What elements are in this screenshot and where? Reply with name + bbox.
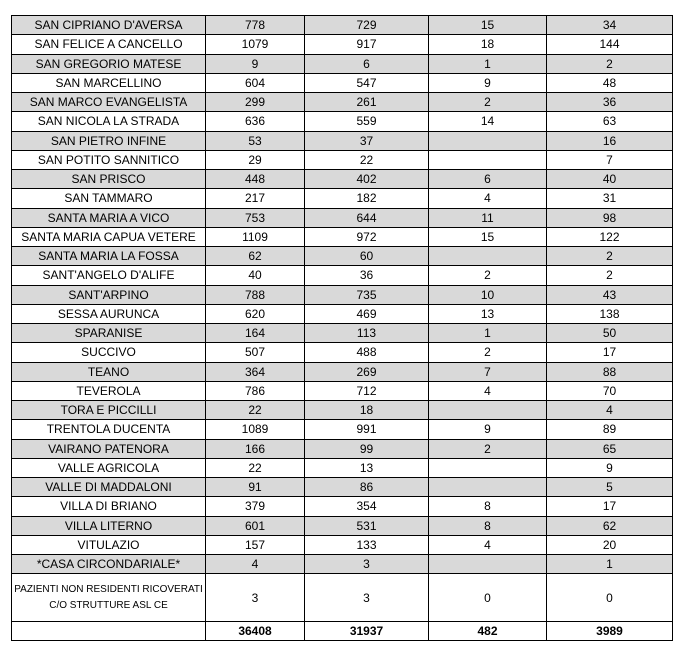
cell-col-4: 1 [547, 555, 673, 574]
table-row [12, 35, 673, 54]
municipality-name-cell: VALLE AGRICOLA [12, 458, 206, 477]
municipality-name-cell: SANTA MARIA CAPUA VETERE [12, 227, 206, 246]
cell-col-3: 9 [429, 73, 547, 92]
cell-col-2: 559 [305, 112, 429, 131]
cell-col-4: 50 [547, 324, 673, 343]
cell-col-3: 2 [429, 439, 547, 458]
cell-col-2: 36 [305, 266, 429, 285]
municipality-name-cell: SANT'ANGELO D'ALIFE [12, 266, 206, 285]
table-row [12, 208, 673, 227]
table-row [12, 381, 673, 400]
cell-col-2: 13 [305, 458, 429, 477]
table-row [12, 516, 673, 535]
municipality-name-cell: SAN POTITO SANNITICO [12, 150, 206, 169]
municipality-name-cell: SAN PIETRO INFINE [12, 131, 206, 150]
cell-col-4: 4 [547, 401, 673, 420]
table-row [12, 266, 673, 285]
cell-col-4: 16 [547, 131, 673, 150]
municipality-name-cell: VITULAZIO [12, 535, 206, 554]
cell-col-2: 3 [305, 555, 429, 574]
cell-col-1: 788 [206, 285, 305, 304]
cell-col-1: 604 [206, 73, 305, 92]
table-row [12, 247, 673, 266]
cell-col-1: 4 [206, 555, 305, 574]
cell-col-3: 4 [429, 189, 547, 208]
cell-col-3: 18 [429, 35, 547, 54]
table-row [12, 170, 673, 189]
municipality-name-cell: SAN FELICE A CANCELLO [12, 35, 206, 54]
totals-row [12, 622, 673, 641]
cell-col-3: 2 [429, 93, 547, 112]
cell-col-2: 917 [305, 35, 429, 54]
table-row [12, 16, 673, 35]
cell-col-4: 2 [547, 54, 673, 73]
cell-col-3: 9 [429, 420, 547, 439]
non-resident-patients-row [12, 574, 673, 622]
cell-col-1: 22 [206, 401, 305, 420]
cell-col-2: 531 [305, 516, 429, 535]
cell-col-4: 17 [547, 343, 673, 362]
municipality-name-cell: SANTA MARIA LA FOSSA [12, 247, 206, 266]
municipality-name-cell: SAN MARCELLINO [12, 73, 206, 92]
cell-col-2: 3 [305, 574, 429, 622]
table-row [12, 458, 673, 477]
cell-col-1: 166 [206, 439, 305, 458]
cell-col-3: 0 [429, 574, 547, 622]
table-body [12, 16, 673, 641]
cell-col-2: 469 [305, 304, 429, 323]
table-row [12, 131, 673, 150]
cell-col-4: 122 [547, 227, 673, 246]
cell-col-2: 18 [305, 401, 429, 420]
cell-col-1: 620 [206, 304, 305, 323]
cell-col-4: 98 [547, 208, 673, 227]
cell-col-2: 991 [305, 420, 429, 439]
cell-col-4: 63 [547, 112, 673, 131]
cell-col-2: 133 [305, 535, 429, 554]
table-row [12, 324, 673, 343]
cell-col-3: 2 [429, 266, 547, 285]
table-row [12, 497, 673, 516]
cell-col-3: 13 [429, 304, 547, 323]
cell-col-1: 62 [206, 247, 305, 266]
cell-col-3: 4 [429, 535, 547, 554]
totals-label-cell [12, 622, 206, 641]
cell-col-2: 86 [305, 478, 429, 497]
cell-col-3: 1 [429, 324, 547, 343]
cell-col-1: 157 [206, 535, 305, 554]
cell-col-4: 5 [547, 478, 673, 497]
cell-col-1: 91 [206, 478, 305, 497]
cell-col-1: 299 [206, 93, 305, 112]
cell-col-3: 10 [429, 285, 547, 304]
table-row [12, 343, 673, 362]
cell-col-2: 729 [305, 16, 429, 35]
cell-col-3 [429, 131, 547, 150]
cell-col-1: 507 [206, 343, 305, 362]
cell-col-4: 48 [547, 73, 673, 92]
municipality-name-cell: SANTA MARIA A VICO [12, 208, 206, 227]
cell-col-4: 70 [547, 381, 673, 400]
municipality-name-cell: TRENTOLA DUCENTA [12, 420, 206, 439]
municipality-name-cell: SANT'ARPINO [12, 285, 206, 304]
municipality-name-cell: SAN GREGORIO MATESE [12, 54, 206, 73]
cell-col-4: 0 [547, 574, 673, 622]
cell-col-4: 34 [547, 16, 673, 35]
total-cell-col-4: 3989 [547, 622, 673, 641]
cell-col-4: 2 [547, 266, 673, 285]
table-row [12, 285, 673, 304]
cell-col-1: 1079 [206, 35, 305, 54]
cell-col-2: 99 [305, 439, 429, 458]
cell-col-3 [429, 247, 547, 266]
cell-col-2: 735 [305, 285, 429, 304]
cell-col-1: 778 [206, 16, 305, 35]
table-row [12, 112, 673, 131]
cell-col-3: 2 [429, 343, 547, 362]
cell-col-3 [429, 555, 547, 574]
table-row [12, 73, 673, 92]
cell-col-4: 144 [547, 35, 673, 54]
cell-col-3: 8 [429, 497, 547, 516]
municipality-name-cell: SUCCIVO [12, 343, 206, 362]
cell-col-2: 37 [305, 131, 429, 150]
cell-col-2: 488 [305, 343, 429, 362]
cell-col-1: 22 [206, 458, 305, 477]
table-row [12, 150, 673, 169]
cell-col-2: 6 [305, 54, 429, 73]
municipality-name-cell: VALLE DI MADDALONI [12, 478, 206, 497]
cell-col-3 [429, 478, 547, 497]
cell-col-1: 636 [206, 112, 305, 131]
cell-col-2: 113 [305, 324, 429, 343]
cell-col-1: 786 [206, 381, 305, 400]
cell-col-1: 364 [206, 362, 305, 381]
cell-col-4: 17 [547, 497, 673, 516]
cell-col-2: 354 [305, 497, 429, 516]
cell-col-2: 60 [305, 247, 429, 266]
cell-col-4: 31 [547, 189, 673, 208]
cell-col-1: 164 [206, 324, 305, 343]
cell-col-3: 11 [429, 208, 547, 227]
municipality-name-cell: PAZIENTI NON RESIDENTI RICOVERATI C/O STRUTTURE ASL CE [12, 574, 206, 622]
cell-col-4: 9 [547, 458, 673, 477]
table-row [12, 362, 673, 381]
municipality-name-cell: SAN MARCO EVANGELISTA [12, 93, 206, 112]
cell-col-3 [429, 458, 547, 477]
municipality-name-cell: SESSA AURUNCA [12, 304, 206, 323]
cell-col-3: 1 [429, 54, 547, 73]
cell-col-3: 6 [429, 170, 547, 189]
table-row [12, 304, 673, 323]
cell-col-4: 43 [547, 285, 673, 304]
table-row [12, 478, 673, 497]
cell-col-1: 9 [206, 54, 305, 73]
table-row [12, 189, 673, 208]
cell-col-4: 138 [547, 304, 673, 323]
municipality-data-table [11, 15, 673, 641]
municipality-name-cell: *CASA CIRCONDARIALE* [12, 555, 206, 574]
cell-col-3: 15 [429, 227, 547, 246]
cell-col-3 [429, 150, 547, 169]
cell-col-2: 402 [305, 170, 429, 189]
cell-col-2: 22 [305, 150, 429, 169]
table-row [12, 420, 673, 439]
municipality-name-cell: VILLA LITERNO [12, 516, 206, 535]
cell-col-1: 3 [206, 574, 305, 622]
cell-col-2: 261 [305, 93, 429, 112]
municipality-name-cell: SAN TAMMARO [12, 189, 206, 208]
total-cell-col-1: 36408 [206, 622, 305, 641]
municipality-name-cell: TEANO [12, 362, 206, 381]
municipality-name-cell: SPARANISE [12, 324, 206, 343]
cell-col-3: 4 [429, 381, 547, 400]
cell-col-3: 7 [429, 362, 547, 381]
table-row [12, 439, 673, 458]
cell-col-4: 2 [547, 247, 673, 266]
municipality-name-cell: SAN CIPRIANO D'AVERSA [12, 16, 206, 35]
cell-col-2: 269 [305, 362, 429, 381]
municipality-name-cell: SAN NICOLA LA STRADA [12, 112, 206, 131]
cell-col-4: 36 [547, 93, 673, 112]
cell-col-2: 547 [305, 73, 429, 92]
municipality-name-cell: VAIRANO PATENORA [12, 439, 206, 458]
cell-col-1: 1109 [206, 227, 305, 246]
total-cell-col-2: 31937 [305, 622, 429, 641]
cell-col-2: 712 [305, 381, 429, 400]
cell-col-3: 15 [429, 16, 547, 35]
cell-col-4: 88 [547, 362, 673, 381]
cell-col-2: 644 [305, 208, 429, 227]
cell-col-2: 972 [305, 227, 429, 246]
cell-col-1: 1089 [206, 420, 305, 439]
table-row [12, 54, 673, 73]
cell-col-4: 89 [547, 420, 673, 439]
cell-col-2: 182 [305, 189, 429, 208]
cell-col-3: 8 [429, 516, 547, 535]
cell-col-1: 53 [206, 131, 305, 150]
municipality-name-cell: SAN PRISCO [12, 170, 206, 189]
cell-col-4: 62 [547, 516, 673, 535]
table-row [12, 227, 673, 246]
cell-col-4: 40 [547, 170, 673, 189]
cell-col-1: 40 [206, 266, 305, 285]
cell-col-4: 7 [547, 150, 673, 169]
municipality-name-cell: TEVEROLA [12, 381, 206, 400]
table-row [12, 93, 673, 112]
cell-col-4: 65 [547, 439, 673, 458]
cell-col-1: 217 [206, 189, 305, 208]
table-row [12, 401, 673, 420]
cell-col-3: 14 [429, 112, 547, 131]
total-cell-col-3: 482 [429, 622, 547, 641]
cell-col-1: 448 [206, 170, 305, 189]
cell-col-1: 29 [206, 150, 305, 169]
cell-col-1: 379 [206, 497, 305, 516]
cell-col-1: 753 [206, 208, 305, 227]
cell-col-3 [429, 401, 547, 420]
municipality-name-cell: VILLA DI BRIANO [12, 497, 206, 516]
cell-col-4: 20 [547, 535, 673, 554]
table-row [12, 555, 673, 574]
table-row [12, 535, 673, 554]
municipality-name-cell: TORA E PICCILLI [12, 401, 206, 420]
cell-col-1: 601 [206, 516, 305, 535]
